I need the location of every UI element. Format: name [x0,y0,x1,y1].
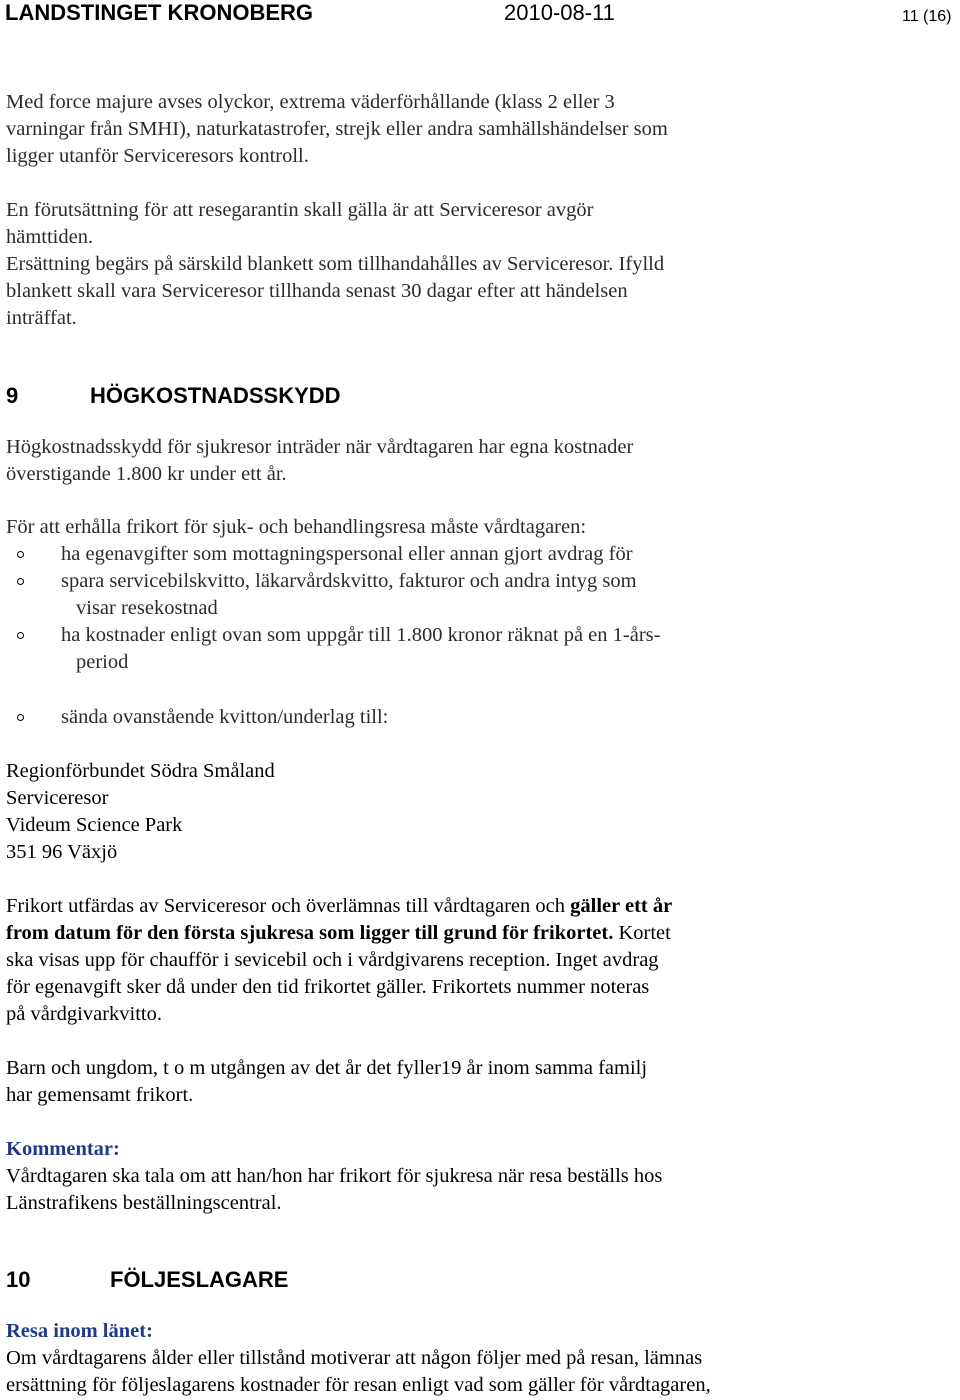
paragraph-line: Om vårdtagarens ålder eller tillstånd motiverar att någon följer med på resan, lämnas [6,1347,703,1369]
paragraph-line: En förutsättning för att resegarantin skall gälla är att Serviceresor avgör [6,199,594,221]
frikort-bold-text: gäller ett år [570,895,673,917]
paragraph-line: Ersättning begärs på särskild blankett som tillhandahålles av Serviceresor. Ifylld [6,253,665,275]
paragraph-line: ska visas upp för chaufför i sevicebil och i vårdgivarens reception. Inget avdrag [6,949,659,971]
paragraph-line: Med force majure avses olyckor, extrema väderförhållande (klass 2 eller 3 [6,91,615,113]
paragraph-line: ersättning för följeslagarens kostnader för resan enligt vad som gäller för vårdtagaren, [6,1374,711,1396]
list-item: ha egenavgifter som mottagningspersonal eller annan gjort avdrag för [61,543,633,565]
section-9-number: 9 [6,383,19,408]
bullet-icon [17,714,24,721]
comment-label: Kommentar: [6,1138,120,1160]
page-number: 11 (16) [902,8,952,25]
paragraph-line [6,893,672,920]
paragraph-line: för egenavgift sker då under den tid frikortet gäller. Frikortets nummer noteras [6,976,650,998]
organization-name: LANDSTINGET KRONOBERG [5,0,313,25]
paragraph-line: ligger utanför Serviceresors kontroll. [6,145,309,167]
document-date: 2010-08-11 [504,0,615,25]
paragraph-line: Högkostnadsskydd för sjukresor inträder när vårdtagaren har egna kostnader [6,436,634,458]
paragraph-line: Barn och ungdom, t o m utgången av det år det fyller19 år inom samma familj [6,1057,648,1079]
bullet-icon [17,551,24,558]
paragraph-line: på vårdgivarkvitto. [6,1003,162,1025]
list-item-continuation: period [76,651,129,673]
address-line: Serviceresor [6,787,109,809]
list-item-continuation: visar resekostnad [76,597,218,619]
section-10-number: 10 [6,1267,31,1292]
section-10-title: FÖLJESLAGARE [110,1267,289,1292]
paragraph-line: Länstrafikens beställningscentral. [6,1192,282,1214]
paragraph-line: varningar från SMHI), naturkatastrofer, strejk eller andra samhällshändelser som [6,118,668,140]
paragraph-line: Vårdtagaren ska tala om att han/hon har frikort för sjukresa när resa beställs hos [6,1165,663,1187]
list-item: spara servicebilskvitto, läkarvårdskvitto, fakturor och andra intyg som [61,570,637,592]
list-item: ha kostnader enligt ovan som uppgår till 1.800 kronor räknat på en 1-års- [61,624,661,646]
frikort-bold-text: from datum för den första sjukresa som ligger till grund för frikortet. [6,922,614,944]
address-line: Videum Science Park [6,814,183,836]
frikort-text: Kortet [613,922,671,944]
paragraph-line: hämttiden. [6,226,94,248]
list-item: sända ovanstående kvitton/underlag till: [61,706,389,728]
paragraph-line: har gemensamt frikort. [6,1084,194,1106]
paragraph-line: överstigande 1.800 kr under ett år. [6,463,287,485]
address-line: Regionförbundet Södra Småland [6,760,275,782]
paragraph-line: inträffat. [6,307,77,329]
section-9-title: HÖGKOSTNADSSKYDD [90,383,341,408]
paragraph-line: blankett skall vara Serviceresor tillhanda senast 30 dagar efter att händelsen [6,280,628,302]
paragraph-line [6,920,671,947]
address-line: 351 96 Växjö [6,841,118,863]
subheading: Resa inom länet: [6,1320,153,1342]
bullet-icon [17,578,24,585]
frikort-text: Frikort utfärdas av Serviceresor och överlämnas till vårdtagaren och [6,895,571,917]
bullet-icon [17,632,24,639]
paragraph-line: För att erhålla frikort för sjuk- och behandlingsresa måste vårdtagaren: [6,516,587,538]
